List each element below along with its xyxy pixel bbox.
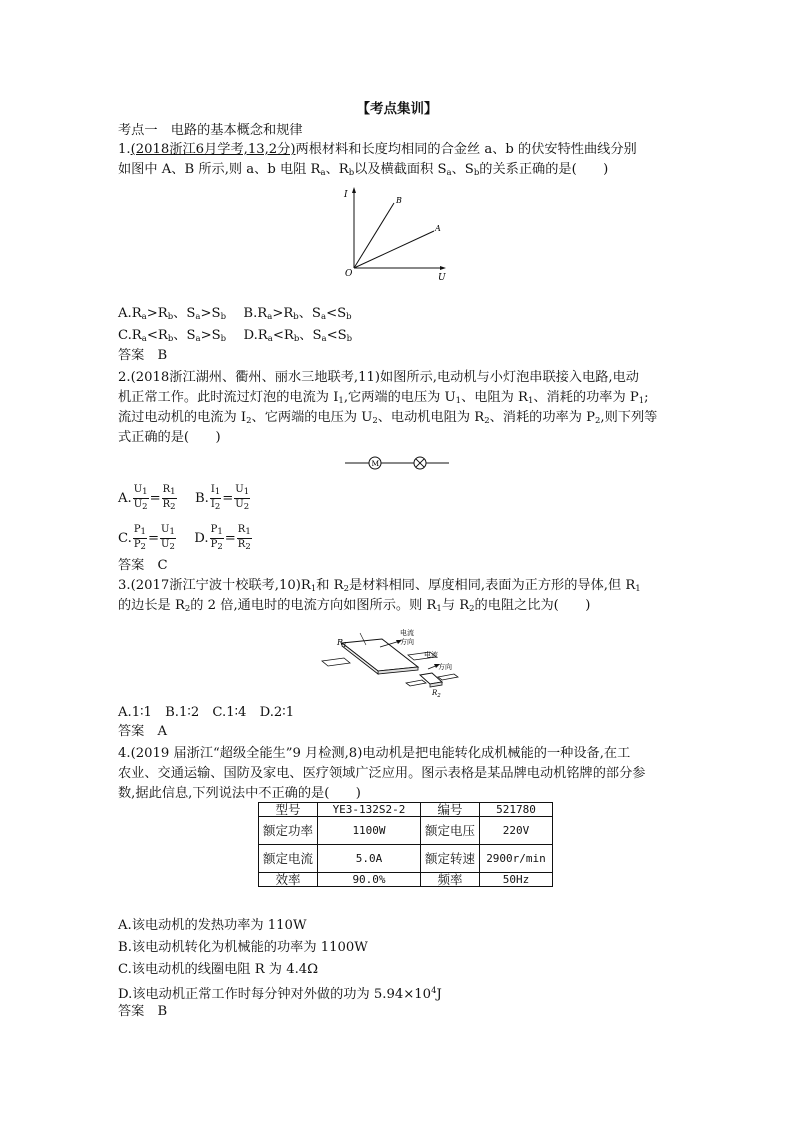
- table-row: [259, 817, 553, 845]
- q4-option-d: D.该电动机正常工作时每分钟对外做的功为 $5.94\times 10^4J$: [118, 986, 442, 1002]
- q3-answer: 答案 A: [118, 724, 168, 739]
- q3-line2: 的边长是 $R_2$的 2 倍,通电时的电流方向如图所示。则 $R_1$与 $R_2$的电阻之比为( ): [118, 598, 591, 614]
- table-row: [259, 803, 553, 817]
- cell: 220V: [480, 817, 553, 845]
- line-a: [354, 231, 434, 268]
- cell: 型号: [259, 803, 318, 817]
- cell: 90.0%: [318, 873, 421, 887]
- q4-option-c: C.该电动机的线圈电阻 R 为 4.4Ω: [118, 962, 319, 977]
- q4-answer: 答案 B: [118, 1004, 168, 1019]
- q4-line3: 数,据此信息,下列说法中不正确的是( ): [118, 786, 361, 801]
- q2-options-ab: A. $\frac{U_1}{U_2}$ = $\frac{R_1}{R_2}$ B. $\frac{I_1}{I_2}$ = $\frac{U_1}{U_2}$: [118, 484, 250, 512]
- q1-iu-graph: [342, 183, 452, 283]
- q1-answer: 答案 B: [118, 348, 168, 363]
- r2-label: $R_2$: [432, 689, 441, 697]
- cell: 额定电压: [421, 817, 480, 845]
- table-row: [259, 845, 553, 873]
- r1-direction-label: 方向: [400, 638, 414, 646]
- cell: 1100W: [318, 817, 421, 845]
- table-row: [259, 873, 553, 887]
- cell: 额定转速: [421, 845, 480, 873]
- motor-spec-table: [258, 802, 553, 887]
- cell: 效率: [259, 873, 318, 887]
- q2-line3: 流过电动机的电流为 $I_2$、它两端的电压为 $U_2$、电动机电阻为 $R_2$、消耗的功率为 $P_2$,则下列等: [118, 410, 658, 426]
- q1-options-ab: $A.R_a>R_b$、$S_a>S_b$ $B.R_a>R_b$、$S_a<S_b$: [118, 306, 352, 322]
- r2-current-label: 电流: [424, 651, 438, 659]
- cell: 2900r/min: [480, 845, 553, 873]
- section-title: 【考点集训】: [356, 101, 438, 117]
- topic-heading: 考点一 电路的基本概念和规律: [118, 123, 303, 138]
- x-axis-arrow: [440, 266, 446, 270]
- q2-line1: 2.(2018浙江湖州、衢州、丽水三地联考,11)如图所示,电动机与小灯泡串联接入电路,电动: [118, 370, 639, 385]
- q3-options: A.1∶1 B.1∶2 C.1∶4 D.2∶1: [118, 705, 295, 720]
- q3-conductor-figure: [320, 625, 470, 697]
- q1-options-cd: $C.R_a<R_b$、$S_a>S_b$ $D.R_a<R_b$、$S_a<S_b$: [118, 328, 353, 344]
- y-axis-arrow: [352, 187, 356, 193]
- r1-current-label: 电流: [400, 629, 414, 637]
- q1-line1: 1.(2018浙江6月学考,13,2分)两根材料和长度均相同的合金丝 a、b 的伏安特性曲线分别: [118, 142, 637, 157]
- q4-line2: 农业、交通运输、国防及家电、医疗领域广泛应用。图示表格是某品牌电动机铭牌的部分参: [118, 766, 646, 781]
- q1-source: (2018浙江6月学考,13,2分): [130, 142, 296, 157]
- cell: 额定功率: [259, 817, 318, 845]
- q1-line2: 如图中 A、B 所示,则 a、b 电阻 $R_a$、$R_b$以及横截面积 $S_a$、$S_b$的关系正确的是( ): [118, 162, 609, 178]
- q4-line1: 4.(2019 届浙江“超级全能生”9 月检测,8)电动机是把电能转化成机械能的一种设备,在工: [118, 746, 631, 761]
- cell: 编号: [421, 803, 480, 817]
- cell: YE3-132S2-2: [318, 803, 421, 817]
- label-b: B: [396, 196, 402, 205]
- cell: 额定电流: [259, 845, 318, 873]
- x-label: U: [438, 273, 446, 283]
- q2-answer: 答案 C: [118, 558, 168, 573]
- q4-option-a: A.该电动机的发热功率为 110W: [118, 918, 307, 933]
- q2-line4: 式正确的是( ): [118, 430, 221, 445]
- r2-direction-label: 方向: [438, 663, 452, 671]
- q4-option-b: B.该电动机转化为机械能的功率为 1100W: [118, 940, 368, 955]
- cell: 50Hz: [480, 873, 553, 887]
- q2-circuit: [345, 455, 449, 471]
- cell: 521780: [480, 803, 553, 817]
- r1-label: $R_1$: [337, 638, 347, 649]
- y-label: I: [344, 190, 348, 200]
- q2-options-cd: C. $\frac{P_1}{P_2}$ = $\frac{U_1}{U_2}$ D. $\frac{P_1}{P_2}$ = $\frac{R_1}{R_2}$: [118, 524, 251, 552]
- cell: 频率: [421, 873, 480, 887]
- cell: 5.0A: [318, 845, 421, 873]
- origin-label: O: [345, 269, 353, 279]
- q3-line1: 3.(2017浙江宁波十校联考$,10)R_1$和 $R_2$是材料相同、厚度相同,表面为正方形的导体,但 $R_1$: [118, 578, 641, 594]
- label-a: A: [435, 224, 441, 233]
- motor-label: M: [371, 459, 380, 468]
- q2-line2: 机正常工作。此时流过灯泡的电流为 $I_1$,它两端的电压为 $U_1$、电阻为 $R_1$、消耗的功率为 $P_1$;: [118, 390, 649, 406]
